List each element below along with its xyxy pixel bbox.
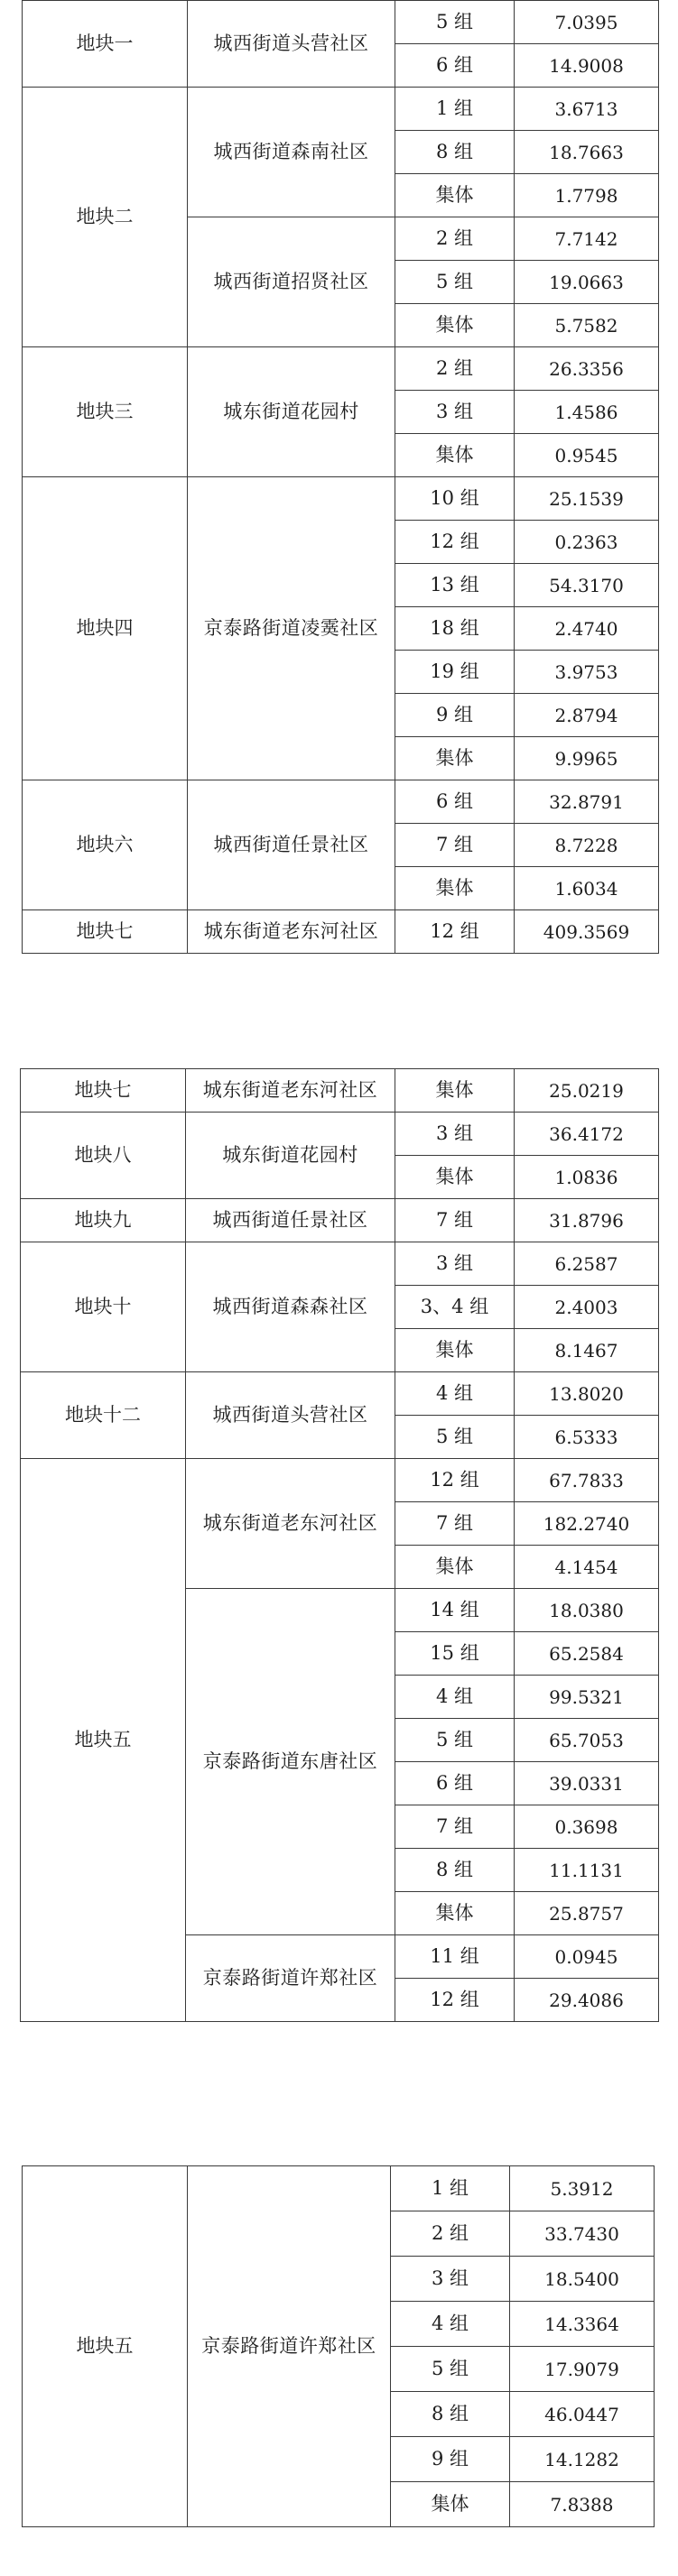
table-row [23, 347, 659, 391]
area-value: 25.0219 [515, 1069, 659, 1113]
group-cell: 集体 [395, 1546, 515, 1589]
table-body [21, 1069, 659, 2022]
table-row [23, 910, 659, 954]
group-cell: 15 组 [395, 1632, 515, 1676]
group-cell: 7 组 [395, 1199, 515, 1242]
table-row [23, 1, 659, 44]
area-value: 5.7582 [515, 304, 659, 347]
area-value: 26.3356 [515, 347, 659, 391]
area-value: 6.2587 [515, 1242, 659, 1286]
group-cell: 8 组 [395, 131, 515, 174]
group-cell: 集体 [395, 1069, 515, 1113]
group-cell: 集体 [395, 737, 515, 780]
table-row [21, 1199, 659, 1242]
area-value: 29.4086 [515, 1979, 659, 2022]
community-name: 京泰路街道许郑社区 [186, 1935, 395, 2022]
land-table-page-2 [20, 1068, 659, 2022]
group-cell: 1 组 [391, 2166, 510, 2211]
table-row [23, 2166, 655, 2211]
area-value: 25.8757 [515, 1892, 659, 1935]
area-value: 54.3170 [515, 564, 659, 607]
group-cell: 8 组 [391, 2392, 510, 2437]
group-cell: 5 组 [395, 261, 515, 304]
area-value: 65.2584 [515, 1632, 659, 1676]
community-name: 城西街道招贤社区 [188, 217, 395, 347]
group-cell: 3 组 [395, 1113, 515, 1156]
area-value: 7.8388 [510, 2482, 655, 2527]
area-value: 13.8020 [515, 1372, 659, 1416]
community-name: 城东街道老东河社区 [186, 1459, 395, 1589]
group-cell: 4 组 [395, 1676, 515, 1719]
area-value: 3.6713 [515, 88, 659, 131]
area-value: 0.3698 [515, 1805, 659, 1849]
group-cell: 集体 [395, 1892, 515, 1935]
group-cell: 10 组 [395, 477, 515, 521]
table-row [23, 477, 659, 521]
area-value: 32.8791 [515, 780, 659, 824]
community-name: 京泰路街道东唐社区 [186, 1589, 395, 1935]
group-cell: 7 组 [395, 1805, 515, 1849]
group-cell: 2 组 [391, 2211, 510, 2257]
plot-name: 地块七 [23, 910, 188, 954]
group-cell: 2 组 [395, 217, 515, 261]
group-cell: 6 组 [395, 780, 515, 824]
area-value: 4.1454 [515, 1546, 659, 1589]
plot-name: 地块十 [21, 1242, 186, 1372]
plot-name: 地块十二 [21, 1372, 186, 1459]
group-cell: 12 组 [395, 1979, 515, 2022]
community-name: 城西街道森森社区 [186, 1242, 395, 1372]
area-value: 7.0395 [515, 1, 659, 44]
community-name: 城东街道老东河社区 [186, 1069, 395, 1113]
group-cell: 3、4 组 [395, 1286, 515, 1329]
group-cell: 3 组 [395, 1242, 515, 1286]
area-value: 0.9545 [515, 434, 659, 477]
area-value: 9.9965 [515, 737, 659, 780]
area-value: 18.7663 [515, 131, 659, 174]
group-cell: 3 组 [395, 391, 515, 434]
area-value: 39.0331 [515, 1762, 659, 1805]
area-value: 182.2740 [515, 1502, 659, 1546]
community-name: 京泰路街道许郑社区 [188, 2166, 391, 2527]
area-value: 17.9079 [510, 2347, 655, 2392]
area-value: 19.0663 [515, 261, 659, 304]
group-cell: 集体 [395, 434, 515, 477]
plot-name: 地块八 [21, 1113, 186, 1199]
community-name: 城西街道森南社区 [188, 88, 395, 217]
plot-name: 地块二 [23, 88, 188, 347]
area-value: 14.3364 [510, 2302, 655, 2347]
table-row [21, 1113, 659, 1156]
community-name: 城东街道花园村 [186, 1113, 395, 1199]
group-cell: 集体 [395, 174, 515, 217]
group-cell: 4 组 [391, 2302, 510, 2347]
area-value: 18.5400 [510, 2257, 655, 2302]
group-cell: 集体 [391, 2482, 510, 2527]
group-cell: 5 组 [391, 2347, 510, 2392]
group-cell: 集体 [395, 867, 515, 910]
group-cell: 6 组 [395, 44, 515, 88]
plot-name: 地块六 [23, 780, 188, 910]
group-cell: 9 组 [391, 2437, 510, 2482]
area-value: 1.6034 [515, 867, 659, 910]
area-value: 7.7142 [515, 217, 659, 261]
community-name: 城西街道头营社区 [188, 1, 395, 88]
group-cell: 9 组 [395, 694, 515, 737]
area-value: 8.1467 [515, 1329, 659, 1372]
area-value: 2.8794 [515, 694, 659, 737]
group-cell: 5 组 [395, 1, 515, 44]
area-value: 5.3912 [510, 2166, 655, 2211]
plot-name: 地块五 [23, 2166, 188, 2527]
group-cell: 1 组 [395, 88, 515, 131]
area-value: 14.1282 [510, 2437, 655, 2482]
table-row [23, 780, 659, 824]
community-name: 城西街道任景社区 [188, 780, 395, 910]
table-row [21, 1242, 659, 1286]
area-value: 18.0380 [515, 1589, 659, 1632]
plot-name: 地块七 [21, 1069, 186, 1113]
group-cell: 12 组 [395, 521, 515, 564]
area-value: 25.1539 [515, 477, 659, 521]
group-cell: 19 组 [395, 651, 515, 694]
group-cell: 3 组 [391, 2257, 510, 2302]
group-cell: 集体 [395, 1156, 515, 1199]
plot-name: 地块一 [23, 1, 188, 88]
area-value: 65.7053 [515, 1719, 659, 1762]
group-cell: 13 组 [395, 564, 515, 607]
plot-name: 地块九 [21, 1199, 186, 1242]
area-value: 2.4003 [515, 1286, 659, 1329]
group-cell: 2 组 [395, 347, 515, 391]
table-row [23, 88, 659, 131]
group-cell: 5 组 [395, 1416, 515, 1459]
group-cell: 7 组 [395, 824, 515, 867]
group-cell: 6 组 [395, 1762, 515, 1805]
group-cell: 18 组 [395, 607, 515, 651]
group-cell: 集体 [395, 304, 515, 347]
area-value: 1.0836 [515, 1156, 659, 1199]
group-cell: 7 组 [395, 1502, 515, 1546]
area-value: 1.7798 [515, 174, 659, 217]
table-row [21, 1069, 659, 1113]
community-name: 城东街道老东河社区 [188, 910, 395, 954]
area-value: 36.4172 [515, 1113, 659, 1156]
plot-name: 地块四 [23, 477, 188, 780]
table-row [21, 1372, 659, 1416]
area-value: 409.3569 [515, 910, 659, 954]
plot-name: 地块五 [21, 1459, 186, 2022]
area-value: 11.1131 [515, 1849, 659, 1892]
table-body [23, 1, 659, 954]
community-name: 城西街道头营社区 [186, 1372, 395, 1459]
area-value: 0.2363 [515, 521, 659, 564]
table-row [21, 1459, 659, 1502]
area-value: 6.5333 [515, 1416, 659, 1459]
group-cell: 12 组 [395, 1459, 515, 1502]
group-cell: 14 组 [395, 1589, 515, 1632]
area-value: 33.7430 [510, 2211, 655, 2257]
area-value: 8.7228 [515, 824, 659, 867]
group-cell: 集体 [395, 1329, 515, 1372]
plot-name: 地块三 [23, 347, 188, 477]
area-value: 1.4586 [515, 391, 659, 434]
group-cell: 11 组 [395, 1935, 515, 1979]
area-value: 0.0945 [515, 1935, 659, 1979]
community-name: 城西街道任景社区 [186, 1199, 395, 1242]
area-value: 3.9753 [515, 651, 659, 694]
land-table-page-3 [22, 2165, 655, 2527]
group-cell: 8 组 [395, 1849, 515, 1892]
area-value: 67.7833 [515, 1459, 659, 1502]
group-cell: 5 组 [395, 1719, 515, 1762]
community-name: 城东街道花园村 [188, 347, 395, 477]
area-value: 46.0447 [510, 2392, 655, 2437]
table-body [23, 2166, 655, 2527]
group-cell: 12 组 [395, 910, 515, 954]
community-name: 京泰路街道凌霙社区 [188, 477, 395, 780]
area-value: 2.4740 [515, 607, 659, 651]
area-value: 31.8796 [515, 1199, 659, 1242]
area-value: 14.9008 [515, 44, 659, 88]
group-cell: 4 组 [395, 1372, 515, 1416]
area-value: 99.5321 [515, 1676, 659, 1719]
land-table-page-1 [22, 0, 659, 954]
